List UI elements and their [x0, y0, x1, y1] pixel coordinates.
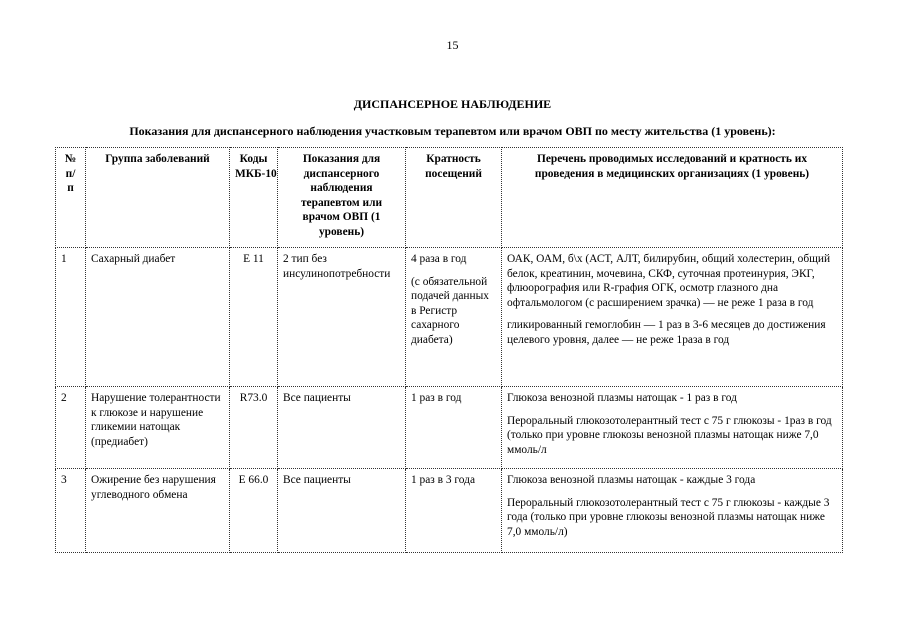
row-code: Е 11: [230, 248, 278, 387]
row-indication: 2 тип без инсулинопотребности: [278, 248, 406, 387]
table-row: [56, 469, 843, 553]
header-studies: Перечень проводимых исследований и кратность их проведения в медицинских организациях (1 уровень): [502, 148, 843, 248]
header-code: Коды МКБ-10: [230, 148, 278, 248]
row-indication: Все пациенты: [278, 469, 406, 553]
table-row: [56, 248, 843, 387]
frequency-line: 1 раз в год: [411, 392, 462, 404]
header-frequency: Кратность посещений: [406, 148, 502, 248]
row-group: Нарушение толерантности к глюкозе и нарушение гликемии натощак (предиабет): [86, 387, 230, 469]
frequency-line: 4 раза в год: [411, 253, 467, 265]
study-item: гликированный гемоглобин — 1 раз в 3-6 месяцев до достижения целевого уровня, далее — не реже 1раза в год: [507, 319, 826, 346]
study-item: Глюкоза венозной плазмы натощак - 1 раз в год: [507, 392, 737, 404]
row-code: Е 66.0: [230, 469, 278, 553]
row-code: R73.0: [230, 387, 278, 469]
row-indication: Все пациенты: [278, 387, 406, 469]
header-group: Группа заболеваний: [86, 148, 230, 248]
frequency-line: 1 раз в 3 года: [411, 474, 476, 486]
row-frequency: [406, 248, 502, 387]
frequency-note: (с обязательной подачей данных в Регистр сахарного диабета): [411, 275, 489, 346]
study-item: Пероральный глюкозотолерантный тест с 75 г глюкозы - 1раз в год (только при уровне глюкозы венозной плазмы натощак ниже 7,0 ммоль/л: [507, 414, 832, 456]
row-frequency: [406, 387, 502, 469]
row-group: Ожирение без нарушения углеводного обмена: [86, 469, 230, 553]
row-group: Сахарный диабет: [86, 248, 230, 387]
document-title: ДИСПАНСЕРНОЕ НАБЛЮДЕНИЕ: [353, 97, 552, 111]
row-studies: [502, 469, 843, 553]
study-item: Пероральный глюкозотолерантный тест с 75 г глюкозы - каждые 3 года (только при уровне глюкозы венозной плазмы натощак ниже 7,0 ммоль/л): [507, 496, 830, 538]
row-studies: [502, 248, 843, 387]
table-header-row: [56, 148, 843, 248]
study-item: Глюкоза венозной плазмы натощак - каждые 3 года: [507, 474, 756, 486]
row-studies: [502, 387, 843, 469]
row-frequency: [406, 469, 502, 553]
document-subtitle: Показания для диспансерного наблюдения участковым терапевтом или врачом ОВП по месту жительства (1 уровень):: [129, 124, 776, 138]
row-num: 2: [56, 387, 86, 469]
row-num: 3: [56, 469, 86, 553]
header-num: № п/ п: [56, 148, 86, 248]
observation-table: [55, 147, 843, 553]
header-indication: Показания для диспансерного наблюдения терапевтом или врачом ОВП (1 уровень): [278, 148, 406, 248]
table-row: [56, 387, 843, 469]
row-num: 1: [56, 248, 86, 387]
study-item: ОАК, ОАМ, б\х (АСТ, АЛТ, билирубин, общий холестерин, общий белок, креатинин, мочевина, СКФ, суточная протеинурия, ЭКГ, флюорография или R-графия ОГК, осмотр глазного дна офтальмологом (с расширением зрачка) — не реже 1 раза в год: [507, 253, 831, 309]
page-number: 15: [446, 38, 459, 52]
